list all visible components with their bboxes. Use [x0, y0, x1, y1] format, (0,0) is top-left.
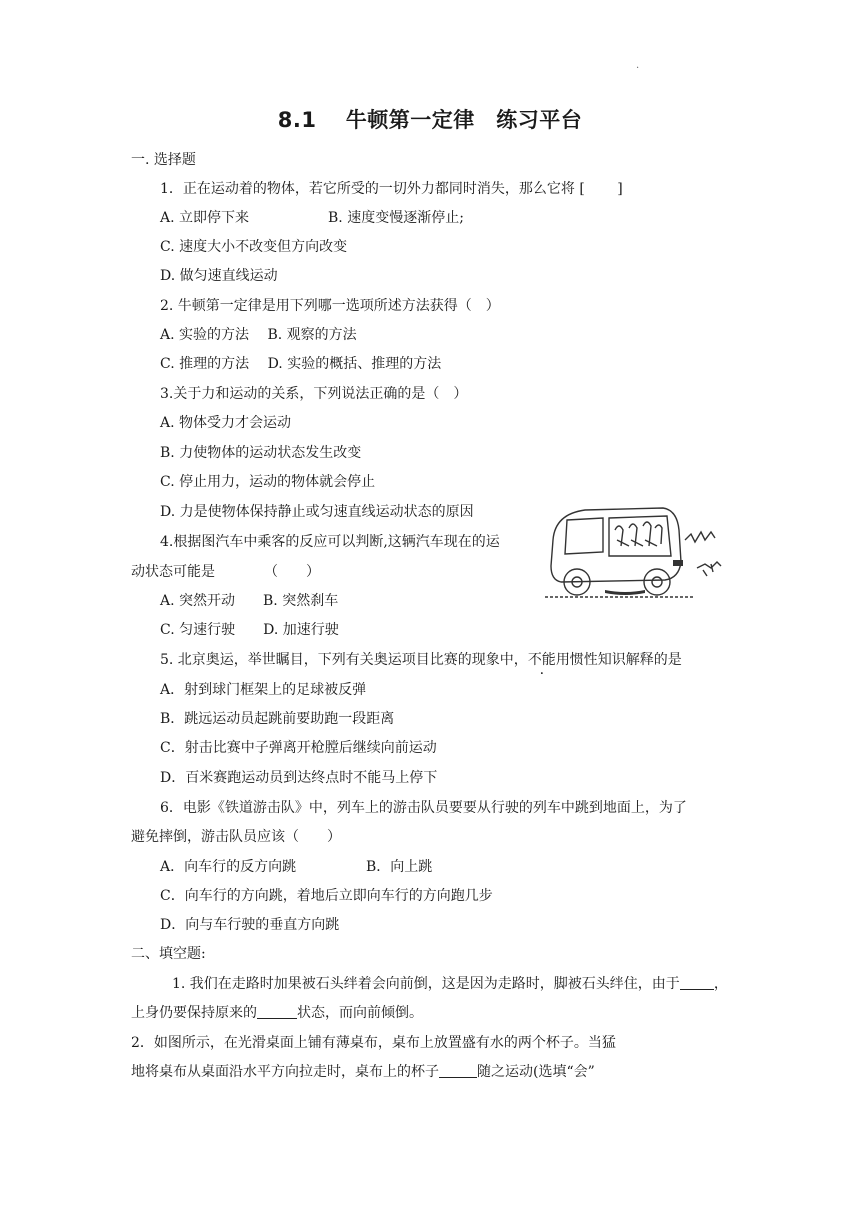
- fill2-answer-blank[interactable]: [439, 1063, 477, 1078]
- q3-option-a: A. 物体受力才会运动: [160, 415, 292, 431]
- question-1: 1．正在运动着的物体，若它所受的一切外力都同时消失，那么它将 [ ]: [160, 181, 623, 197]
- q5-option-c: C．射击比赛中子弹离开枪膛后继续向前运动: [160, 740, 437, 756]
- fill1-line2-after: 状态，而向前倾倒。: [297, 1005, 423, 1021]
- fill1-text-before: 1. 我们在走路时加果被石头绊着会向前倒，这是因为走路时，脚被石头绊住，由于: [172, 976, 680, 992]
- question-5: [160, 650, 682, 670]
- q5-option-d: D．百米赛跑运动员到达终点时不能马上停下: [160, 770, 438, 786]
- q6-option-c: C．向车行的方向跳，着地后立即向车行的方向跑几步: [160, 888, 493, 904]
- q3-option-c: C. 停止用力，运动的物体就会停止: [160, 474, 376, 490]
- q2-options-cd: C. 推理的方法 D. 实验的概括、推理的方法: [160, 356, 442, 372]
- q5-emphasis-text: 不能: [527, 652, 556, 668]
- q6-option-d: D．向与车行驶的垂直方向跳: [160, 917, 340, 933]
- fill-question-1-line2: [131, 1003, 423, 1023]
- q5-text-after: 用惯性知识解释的是: [555, 652, 682, 668]
- fill1-answer-blank-2[interactable]: [257, 1004, 297, 1019]
- fill-question-2-line1: 2．如图所示，在光滑桌面上铺有薄桌布，桌布上放置盛有水的两个杯子。当猛: [131, 1035, 616, 1051]
- q2-options-ab: A. 实验的方法 B. 观察的方法: [160, 327, 357, 343]
- fill2-text-before: 地将桌布从桌面沿水平方向拉走时，桌布上的杯子: [131, 1064, 439, 1080]
- q6-option-a: A．向车行的反方向跳: [160, 859, 297, 875]
- fill-question-1-line1: [172, 974, 728, 994]
- fill1-answer-blank-1[interactable]: [680, 975, 714, 990]
- q1-option-d: D. 做匀速直线运动: [160, 268, 278, 284]
- fill1-line2-before: 上身仍要保持原来的: [131, 1005, 257, 1021]
- car-passengers-illustration: [545, 500, 733, 608]
- q5-option-a: A．射到球门框架上的足球被反弹: [160, 682, 367, 698]
- question-6-line2: 避免摔倒，游击队员应该（ ）: [131, 829, 341, 845]
- q5-option-b: B．跳远运动员起跳前要助跑一段距离: [160, 711, 395, 727]
- q3-option-d: D. 力是使物体保持静止或匀速直线运动状态的原因: [160, 504, 474, 520]
- section-heading-choice: 一. 选择题: [131, 152, 196, 168]
- q4-options-ab: A. 突然开动 B. 突然刹车: [160, 593, 339, 609]
- question-6-line1: 6．电影《铁道游击队》中，列车上的游击队员要要从行驶的列车中跳到地面上，为了: [160, 800, 687, 816]
- q1-option-a: A. 立即停下来: [160, 210, 250, 226]
- fill1-text-after: ，: [713, 976, 728, 992]
- question-3: 3.关于力和运动的关系，下列说法正确的是（ ）: [160, 386, 468, 402]
- question-4-line2: 动状态可能是 （ ）: [131, 564, 320, 580]
- q3-option-b: B. 力使物体的运动状态发生改变: [160, 445, 362, 461]
- q1-option-c: C. 速度大小不改变但方向改变: [160, 239, 348, 255]
- fill-question-2-line2: [131, 1062, 595, 1082]
- question-4-line1: 4.根据图汽车中乘客的反应可以判断,这辆汽车现在的运: [160, 534, 500, 550]
- question-2: 2. 牛顿第一定律是用下列哪一选项所述方法获得（ ）: [160, 298, 500, 314]
- page-title: 8.1 牛顿第一定律 练习平台: [277, 108, 583, 132]
- header-mark: .: [636, 60, 640, 71]
- fill2-text-after: 随之运动(选填“会”: [477, 1064, 595, 1080]
- q1-option-b: B. 速度变慢逐渐停止;: [328, 210, 464, 226]
- q6-option-b: B．向上跳: [366, 859, 433, 875]
- q5-text-before: 5. 北京奥运，举世瞩目，下列有关奥运项目比赛的现象中，: [160, 652, 528, 668]
- q4-options-cd: C. 匀速行驶 D. 加速行驶: [160, 622, 339, 638]
- section-heading-fill: 二、填空题:: [131, 946, 206, 962]
